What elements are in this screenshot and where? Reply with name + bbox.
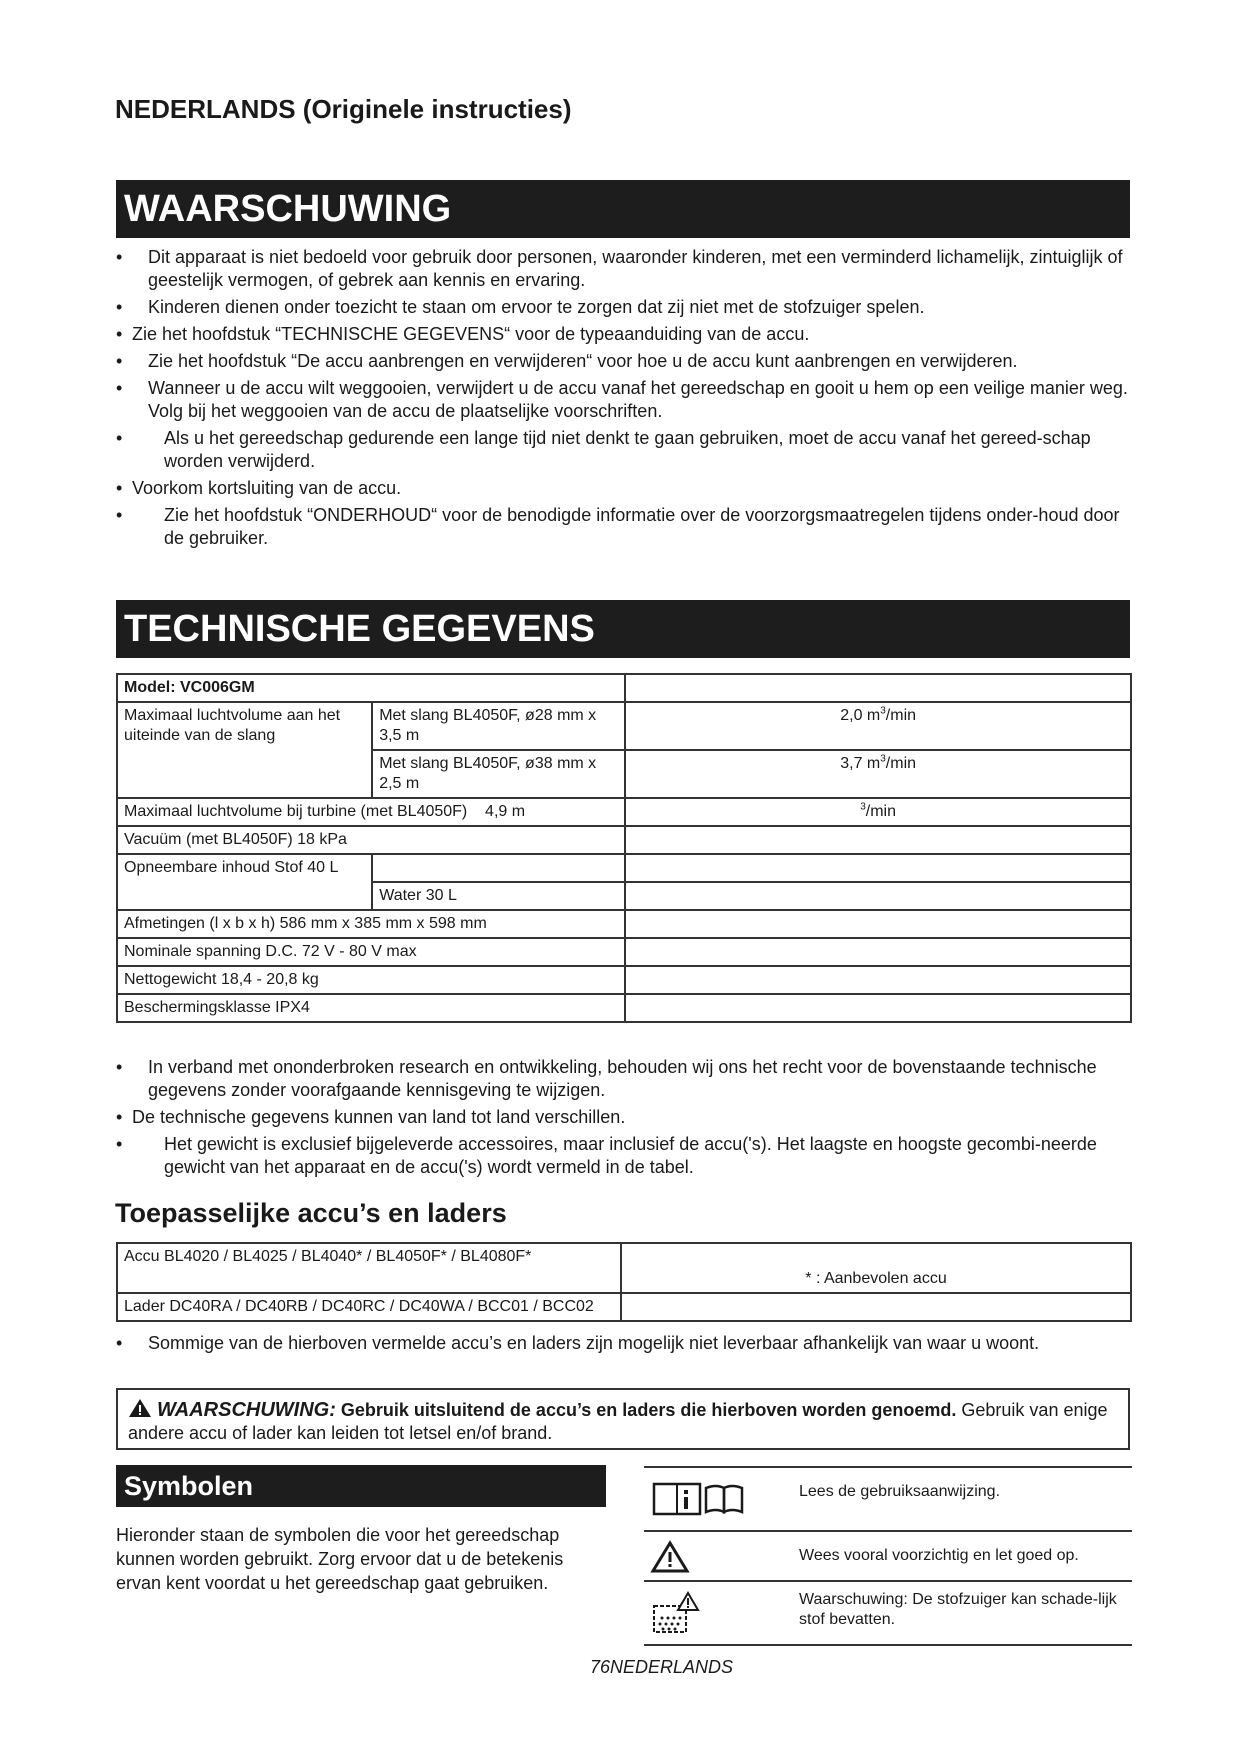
- table-row: [117, 674, 1131, 702]
- harmful-dust-icon: [650, 1590, 700, 1641]
- symbol-row-dust: [644, 1580, 1132, 1646]
- table-row: [117, 1293, 1131, 1321]
- list-item: • Zie het hoofdstuk “ONDERHOUD“ voor de benodigde informatie over de voorzorgsmaatregelen tijdens onder-houd door de gebruiker.: [116, 505, 1120, 548]
- symbol-row-manual: [644, 1466, 1132, 1532]
- warning-bullet-list: [116, 246, 1130, 554]
- recommended-note: * : Aanbevolen accu: [621, 1243, 1131, 1293]
- symbol-row-caution: [644, 1530, 1132, 1582]
- water-cell: Water 30 L: [372, 882, 625, 910]
- protection-cell: Beschermingsklasse IPX4: [117, 994, 625, 1022]
- accu-cell: Accu BL4020 / BL4025 / BL4040* / BL4050F* / BL4080F*: [117, 1243, 621, 1293]
- hose1-value: 2,0 $m^3/\min$: [625, 702, 1131, 750]
- table-row: [117, 798, 1131, 826]
- spec-table: [116, 673, 1132, 1023]
- hose2-label: Met slang BL4050F, ø38 mm x 2,5 m: [372, 750, 625, 798]
- list-item: • De technische gegevens kunnen van land tot land verschillen.: [116, 1107, 626, 1127]
- list-item: • Sommige van de hierboven vermelde accu’s en laders zijn mogelijk niet leverbaar afhankelijk van waar u woont.: [116, 1333, 1040, 1353]
- table-row: [117, 702, 1131, 750]
- symbols-intro: Hieronder staan de symbolen die voor het gereedschap kunnen worden gebruikt. Zorg ervoor dat u de betekenis ervan kent voordat u het gereedschap gaat gebruiken.: [116, 1525, 564, 1593]
- list-item: • Zie het hoofdstuk “TECHNISCHE GEGEVENS“ voor de typeaanduiding van de accu.: [116, 324, 810, 344]
- list-item: • Als u het gereedschap gedurende een lange tijd niet denkt te gaan gebruiken, moet de accu vanaf het gereed-schap worden verwijderd.: [116, 428, 1091, 471]
- warning-label: WAARSCHUWING:: [157, 1399, 336, 1421]
- list-item: • Dit apparaat is niet bedoeld voor gebruik door personen, waaronder kinderen, met een verminderd lichamelijk, zintuiglijk of geestelijk vermogen, of gebrek aan kennis en ervaring.: [116, 247, 1123, 290]
- airflow-hose-label: Maximaal luchtvolume aan het uiteinde van de slang: [117, 702, 372, 798]
- weight-cell: Nettogewicht 18,4 - 20,8 kg: [117, 966, 625, 994]
- battery-table: [116, 1242, 1132, 1322]
- table-row: [117, 854, 1131, 882]
- vacuum-cell: Vacuüm (met BL4050F) 18 kPa: [117, 826, 625, 854]
- table-row: [117, 826, 1131, 854]
- language-title: NEDERLANDS (Originele instructies): [115, 94, 572, 124]
- charger-cell: Lader DC40RA / DC40RB / DC40RC / DC40WA / BCC01 / BCC02: [117, 1293, 621, 1321]
- table-row: [117, 966, 1131, 994]
- list-item: • In verband met ononderbroken research en ontwikkeling, behouden wij ons het recht voor de bovenstaande technische gegevens zonder voorafgaande kennisgeving te wijzigen.: [116, 1057, 1097, 1100]
- capacity-cell: Opneembare inhoud Stof 40 L: [117, 854, 372, 910]
- tech-notes-list: [116, 1056, 1130, 1183]
- turbine-cell: Maximaal luchtvolume bij turbine (met BL4050F) 4,9 m: [117, 798, 625, 826]
- warning-bold-text: Gebruik uitsluitend de accu’s en laders die hierboven worden genoemd.: [340, 1400, 957, 1420]
- read-manual-icon: [650, 1478, 746, 1523]
- caution-triangle-icon: [650, 1540, 690, 1579]
- table-row: [117, 910, 1131, 938]
- symbols-section-title: Symbolen: [116, 1465, 606, 1507]
- hose1-label: Met slang BL4050F, ø28 mm x 3,5 m: [372, 702, 625, 750]
- list-item: • Voorkom kortsluiting van de accu.: [116, 478, 402, 498]
- list-item: • Kinderen dienen onder toezicht te staan om ervoor te zorgen dat zij niet met de stofzuiger spelen.: [116, 297, 925, 317]
- dimensions-cell: Afmetingen (l x b x h) 586 mm x 385 mm x 598 mm: [117, 910, 625, 938]
- warning-triangle-icon: [128, 1400, 157, 1420]
- battery-warning-box: [116, 1388, 1130, 1450]
- page-footer: 76NEDERLANDS: [590, 1657, 734, 1677]
- battery-notes-list: [116, 1332, 1130, 1359]
- hose2-value: 3,7 $m^3/\min$: [625, 750, 1131, 798]
- symbol-text: Wees vooral voorzichtig en let goed op.: [799, 1547, 1079, 1564]
- symbol-text: Lees de gebruiksaanwijzing.: [799, 1483, 1001, 1500]
- list-item: • Wanneer u de accu wilt weggooien, verwijdert u de accu vanaf het gereedschap en gooit u hem op een veilige manier weg. Volg bij het weggooien van de accu de plaatselijke voorschriften.: [116, 378, 1128, 421]
- batteries-section-title: Toepasselijke accu’s en laders: [115, 1198, 507, 1228]
- warning-rest-text: Gebruik van enige andere accu of lader kan leiden tot letsel en/of brand.: [128, 1400, 1108, 1443]
- turbine-unit: $^3$/min: [625, 798, 1131, 826]
- table-row: [117, 938, 1131, 966]
- list-item: • Zie het hoofdstuk “De accu aanbrengen en verwijderen“ voor hoe u de accu kunt aanbrengen en verwijderen.: [116, 351, 1018, 371]
- list-item: • Het gewicht is exclusief bijgeleverde accessoires, maar inclusief de accu('s). Het laagste en hoogste gecombi-neerde gewicht van het apparaat en de accu('s) wordt vermeld in de tabel.: [116, 1134, 1097, 1177]
- table-row: [117, 1243, 1131, 1293]
- model-cell: Model: VC006GM: [117, 674, 625, 702]
- voltage-cell: Nominale spanning D.C. 72 V - 80 V max: [117, 938, 625, 966]
- table-row: [117, 994, 1131, 1022]
- tech-section-title: TECHNISCHE GEGEVENS: [116, 600, 1130, 658]
- warning-section-title: WAARSCHUWING: [116, 180, 1130, 238]
- symbol-text: Waarschuwing: De stofzuiger kan schade-lijk stof bevatten.: [799, 1591, 1117, 1628]
